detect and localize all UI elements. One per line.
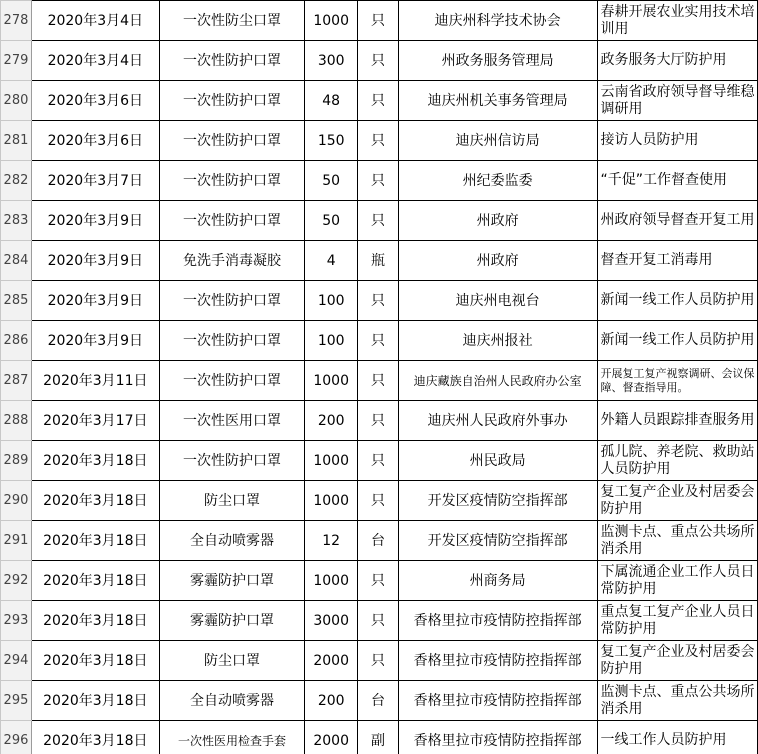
date-cell[interactable]: 2020年3月18日 xyxy=(31,641,159,681)
row-header[interactable]: 293 xyxy=(1,601,32,641)
recipient-cell[interactable]: 州政务服务管理局 xyxy=(398,41,597,81)
purpose-cell[interactable]: 孤儿院、养老院、救助站人员防护用 xyxy=(597,441,758,481)
unit-cell[interactable]: 只 xyxy=(358,41,399,81)
recipient-cell[interactable]: 州政府 xyxy=(398,241,597,281)
unit-cell[interactable]: 只 xyxy=(358,321,399,361)
purpose-cell[interactable]: 监测卡点、重点公共场所消杀用 xyxy=(597,521,758,561)
unit-cell[interactable]: 副 xyxy=(358,721,399,754)
quantity-cell[interactable]: 1000 xyxy=(305,361,358,401)
unit-cell[interactable]: 只 xyxy=(358,601,399,641)
date-cell[interactable]: 2020年3月6日 xyxy=(31,121,159,161)
unit-cell[interactable]: 瓶 xyxy=(358,241,399,281)
row-header[interactable]: 295 xyxy=(1,681,32,721)
purpose-cell[interactable]: 政务服务大厅防护用 xyxy=(597,41,758,81)
date-cell[interactable]: 2020年3月18日 xyxy=(31,681,159,721)
table-row xyxy=(1,241,758,281)
table-row xyxy=(1,681,758,721)
row-header[interactable]: 284 xyxy=(1,241,32,281)
quantity-cell[interactable]: 1000 xyxy=(305,481,358,521)
recipient-cell[interactable]: 州民政局 xyxy=(398,441,597,481)
purpose-cell[interactable]: 州政府领导督查开复工用 xyxy=(597,201,758,241)
date-cell[interactable]: 2020年3月18日 xyxy=(31,561,159,601)
purpose-cell[interactable]: 复工复产企业及村居委会防护用 xyxy=(597,641,758,681)
recipient-cell[interactable]: 迪庆州报社 xyxy=(398,321,597,361)
item-cell[interactable]: 一次性防护口罩 xyxy=(159,161,305,201)
row-header[interactable]: 286 xyxy=(1,321,32,361)
row-header[interactable]: 279 xyxy=(1,41,32,81)
date-cell[interactable]: 2020年3月18日 xyxy=(31,521,159,561)
quantity-cell[interactable]: 3000 xyxy=(305,601,358,641)
quantity-cell[interactable]: 50 xyxy=(305,161,358,201)
purpose-cell[interactable]: 外籍人员跟踪排查服务用 xyxy=(597,401,758,441)
date-cell[interactable]: 2020年3月9日 xyxy=(31,201,159,241)
table-row xyxy=(1,561,758,601)
quantity-cell[interactable]: 100 xyxy=(305,281,358,321)
item-cell[interactable]: 全自动喷雾器 xyxy=(159,681,305,721)
item-cell[interactable]: 免洗手消毒凝胶 xyxy=(159,241,305,281)
purpose-cell[interactable]: 复工复产企业及村居委会防护用 xyxy=(597,481,758,521)
unit-cell[interactable]: 只 xyxy=(358,561,399,601)
row-header[interactable]: 288 xyxy=(1,401,32,441)
recipient-cell[interactable]: 州纪委监委 xyxy=(398,161,597,201)
table-row xyxy=(1,521,758,561)
item-cell[interactable]: 雾霾防护口罩 xyxy=(159,601,305,641)
unit-cell[interactable]: 只 xyxy=(358,201,399,241)
date-cell[interactable]: 2020年3月11日 xyxy=(31,361,159,401)
row-header[interactable]: 278 xyxy=(1,1,32,41)
quantity-cell[interactable]: 48 xyxy=(305,81,358,121)
unit-cell[interactable]: 只 xyxy=(358,401,399,441)
item-cell[interactable]: 一次性防护口罩 xyxy=(159,201,305,241)
item-cell[interactable]: 一次性防护口罩 xyxy=(159,121,305,161)
recipient-cell[interactable]: 香格里拉市疫情防控指挥部 xyxy=(398,601,597,641)
table-row xyxy=(1,41,758,81)
date-cell[interactable]: 2020年3月6日 xyxy=(31,81,159,121)
table-row xyxy=(1,81,758,121)
item-cell[interactable]: 雾霾防护口罩 xyxy=(159,561,305,601)
row-header[interactable]: 289 xyxy=(1,441,32,481)
row-header[interactable]: 280 xyxy=(1,81,32,121)
date-cell[interactable]: 2020年3月17日 xyxy=(31,401,159,441)
table-row xyxy=(1,641,758,681)
recipient-cell[interactable]: 州商务局 xyxy=(398,561,597,601)
recipient-cell[interactable]: 开发区疫情防空指挥部 xyxy=(398,521,597,561)
table-row xyxy=(1,281,758,321)
table-row xyxy=(1,161,758,201)
quantity-cell[interactable]: 2000 xyxy=(305,641,358,681)
purpose-cell[interactable]: 新闻一线工作人员防护用 xyxy=(597,321,758,361)
purpose-cell[interactable]: 督查开复工消毒用 xyxy=(597,241,758,281)
quantity-cell[interactable]: 100 xyxy=(305,321,358,361)
item-cell[interactable]: 一次性防护口罩 xyxy=(159,321,305,361)
table-row xyxy=(1,201,758,241)
recipient-cell[interactable]: 迪庆藏族自治州人民政府办公室 xyxy=(398,361,597,401)
row-header[interactable]: 290 xyxy=(1,481,32,521)
recipient-cell[interactable]: 迪庆州人民政府外事办 xyxy=(398,401,597,441)
table-row xyxy=(1,481,758,521)
purpose-cell[interactable]: 重点复工复产企业人员日常防护用 xyxy=(597,601,758,641)
item-cell[interactable]: 全自动喷雾器 xyxy=(159,521,305,561)
table-body xyxy=(1,1,758,754)
purpose-cell[interactable]: 新闻一线工作人员防护用 xyxy=(597,281,758,321)
date-cell[interactable]: 2020年3月18日 xyxy=(31,441,159,481)
quantity-cell[interactable]: 1000 xyxy=(305,561,358,601)
purpose-cell[interactable]: 下属流通企业工作人员日常防护用 xyxy=(597,561,758,601)
row-header[interactable]: 291 xyxy=(1,521,32,561)
item-cell[interactable]: 一次性医用口罩 xyxy=(159,401,305,441)
recipient-cell[interactable]: 迪庆州机关事务管理局 xyxy=(398,81,597,121)
item-cell[interactable]: 一次性医用检查手套 xyxy=(159,721,305,754)
unit-cell[interactable]: 只 xyxy=(358,81,399,121)
quantity-cell[interactable]: 1000 xyxy=(305,441,358,481)
purpose-cell[interactable]: 接访人员防护用 xyxy=(597,121,758,161)
recipient-cell[interactable]: 迪庆州电视台 xyxy=(398,281,597,321)
table-row xyxy=(1,1,758,41)
table-row xyxy=(1,121,758,161)
date-cell[interactable]: 2020年3月9日 xyxy=(31,241,159,281)
date-cell[interactable]: 2020年3月18日 xyxy=(31,481,159,521)
unit-cell[interactable]: 只 xyxy=(358,641,399,681)
purpose-cell[interactable]: “千促”工作督查使用 xyxy=(597,161,758,201)
date-cell[interactable]: 2020年3月7日 xyxy=(31,161,159,201)
date-cell[interactable]: 2020年3月18日 xyxy=(31,721,159,754)
item-cell[interactable]: 一次性防护口罩 xyxy=(159,441,305,481)
row-header[interactable]: 281 xyxy=(1,121,32,161)
table-row xyxy=(1,441,758,481)
unit-cell[interactable]: 只 xyxy=(358,361,399,401)
unit-cell[interactable]: 只 xyxy=(358,161,399,201)
unit-cell[interactable]: 只 xyxy=(358,481,399,521)
purpose-cell[interactable]: 云南省政府领导督导维稳调研用 xyxy=(597,81,758,121)
row-header[interactable]: 292 xyxy=(1,561,32,601)
quantity-cell[interactable]: 200 xyxy=(305,681,358,721)
item-cell[interactable]: 一次性防护口罩 xyxy=(159,281,305,321)
date-cell[interactable]: 2020年3月18日 xyxy=(31,601,159,641)
quantity-cell[interactable]: 1000 xyxy=(305,1,358,41)
unit-cell[interactable]: 只 xyxy=(358,281,399,321)
item-cell[interactable]: 一次性防护口罩 xyxy=(159,81,305,121)
quantity-cell[interactable]: 200 xyxy=(305,401,358,441)
table-row xyxy=(1,361,758,401)
date-cell[interactable]: 2020年3月9日 xyxy=(31,281,159,321)
item-cell[interactable]: 一次性防尘口罩 xyxy=(159,1,305,41)
date-cell[interactable]: 2020年3月4日 xyxy=(31,1,159,41)
unit-cell[interactable]: 台 xyxy=(358,521,399,561)
recipient-cell[interactable]: 迪庆州信访局 xyxy=(398,121,597,161)
row-header[interactable]: 283 xyxy=(1,201,32,241)
date-cell[interactable]: 2020年3月4日 xyxy=(31,41,159,81)
recipient-cell[interactable]: 香格里拉市疫情防控指挥部 xyxy=(398,641,597,681)
recipient-cell[interactable]: 香格里拉市疫情防控指挥部 xyxy=(398,721,597,754)
quantity-cell[interactable]: 12 xyxy=(305,521,358,561)
row-header[interactable]: 296 xyxy=(1,721,32,754)
quantity-cell[interactable]: 150 xyxy=(305,121,358,161)
table-row xyxy=(1,321,758,361)
unit-cell[interactable]: 只 xyxy=(358,1,399,41)
item-cell[interactable]: 一次性防护口罩 xyxy=(159,361,305,401)
unit-cell[interactable]: 只 xyxy=(358,441,399,481)
row-header[interactable]: 282 xyxy=(1,161,32,201)
table-row xyxy=(1,721,758,754)
row-header[interactable]: 287 xyxy=(1,361,32,401)
quantity-cell[interactable]: 2000 xyxy=(305,721,358,754)
table-row xyxy=(1,601,758,641)
quantity-cell[interactable]: 300 xyxy=(305,41,358,81)
item-cell[interactable]: 一次性防护口罩 xyxy=(159,41,305,81)
unit-cell[interactable]: 台 xyxy=(358,681,399,721)
recipient-cell[interactable]: 香格里拉市疫情防控指挥部 xyxy=(398,681,597,721)
recipient-cell[interactable]: 开发区疫情防空指挥部 xyxy=(398,481,597,521)
recipient-cell[interactable]: 迪庆州科学技术协会 xyxy=(398,1,597,41)
table-row xyxy=(1,401,758,441)
purpose-cell[interactable]: 一线工作人员防护用 xyxy=(597,721,758,754)
quantity-cell[interactable]: 50 xyxy=(305,201,358,241)
purpose-cell[interactable]: 开展复工复产视察调研、会议保障、督查指导用。 xyxy=(597,361,758,401)
unit-cell[interactable]: 只 xyxy=(358,121,399,161)
row-header[interactable]: 285 xyxy=(1,281,32,321)
purpose-cell[interactable]: 监测卡点、重点公共场所消杀用 xyxy=(597,681,758,721)
item-cell[interactable]: 防尘口罩 xyxy=(159,641,305,681)
purpose-cell[interactable]: 春耕开展农业实用技术培训用 xyxy=(597,1,758,41)
date-cell[interactable]: 2020年3月9日 xyxy=(31,321,159,361)
row-header[interactable]: 294 xyxy=(1,641,32,681)
quantity-cell[interactable]: 4 xyxy=(305,241,358,281)
item-cell[interactable]: 防尘口罩 xyxy=(159,481,305,521)
recipient-cell[interactable]: 州政府 xyxy=(398,201,597,241)
